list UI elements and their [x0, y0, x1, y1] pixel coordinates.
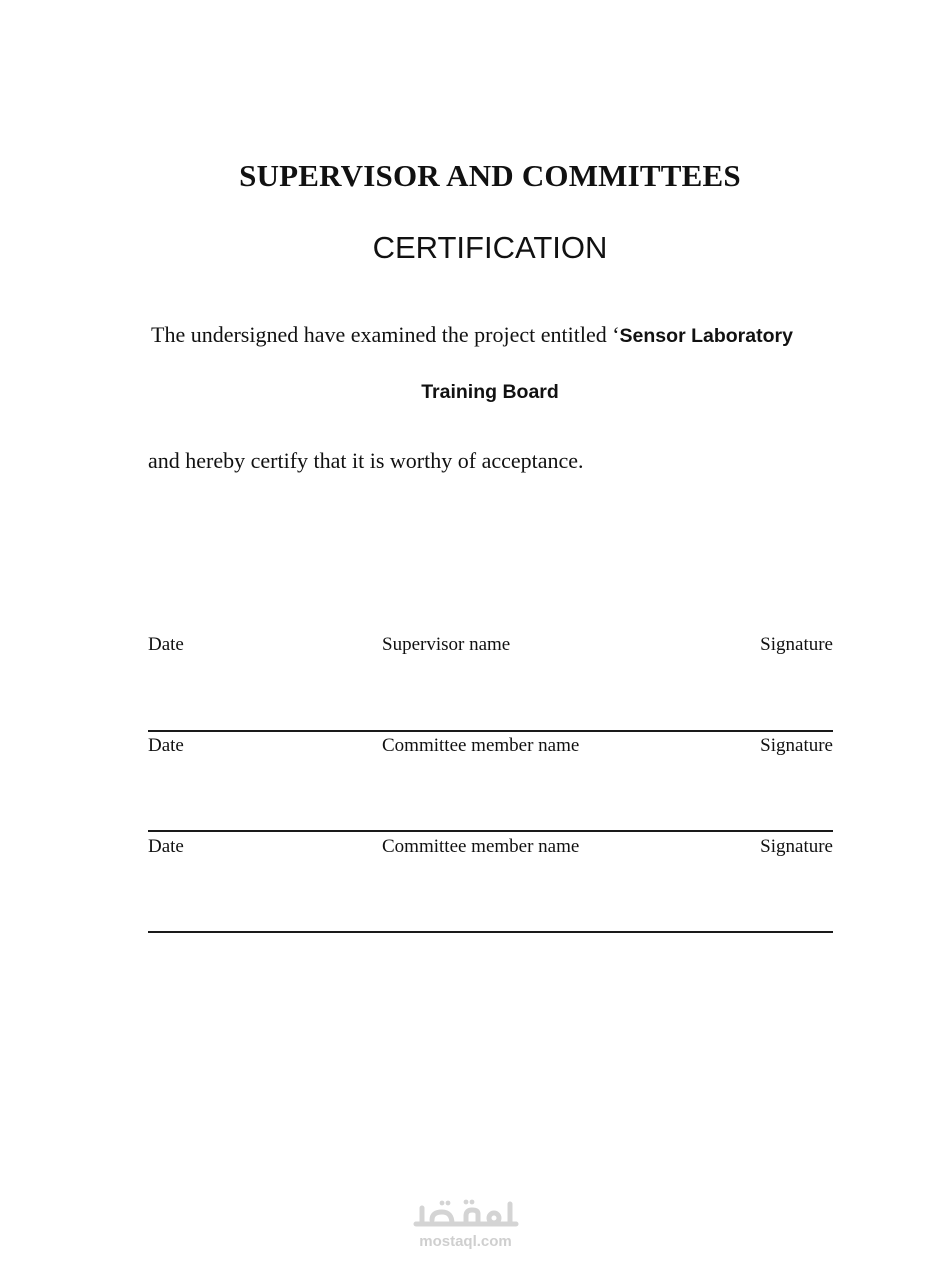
intro-text: The undersigned have examined the project entitled ‘: [151, 322, 620, 347]
committee-member-name-label: Committee member name: [382, 836, 580, 857]
signature-line: [148, 830, 833, 832]
signature-label: Signature: [760, 634, 833, 655]
date-label: Date: [148, 735, 184, 756]
page-subtitle: CERTIFICATION: [372, 230, 608, 265]
signature-row: [148, 634, 833, 664]
committee-member-name-label: Committee member name: [382, 735, 580, 756]
signature-label: Signature: [760, 836, 833, 857]
page-title: SUPERVISOR AND COMMITTEES: [239, 158, 741, 193]
watermark-site: mostaql.com: [419, 1233, 512, 1250]
project-title-part1: Sensor Laboratory: [619, 325, 793, 347]
certification-intro: [151, 322, 793, 348]
supervisor-name-label: Supervisor name: [382, 634, 511, 655]
signature-row: [148, 735, 833, 765]
watermark: [0, 1196, 931, 1250]
signature-line: [148, 931, 833, 933]
date-label: Date: [148, 634, 184, 655]
date-label: Date: [148, 836, 184, 857]
signature-row: [148, 836, 833, 866]
certification-closing: and hereby certify that it is worthy of acceptance.: [148, 448, 584, 473]
signature-line: [148, 730, 833, 732]
mostaql-logo-icon: [406, 1196, 526, 1232]
project-title-part2: Training Board: [421, 381, 559, 403]
signature-label: Signature: [760, 735, 833, 756]
